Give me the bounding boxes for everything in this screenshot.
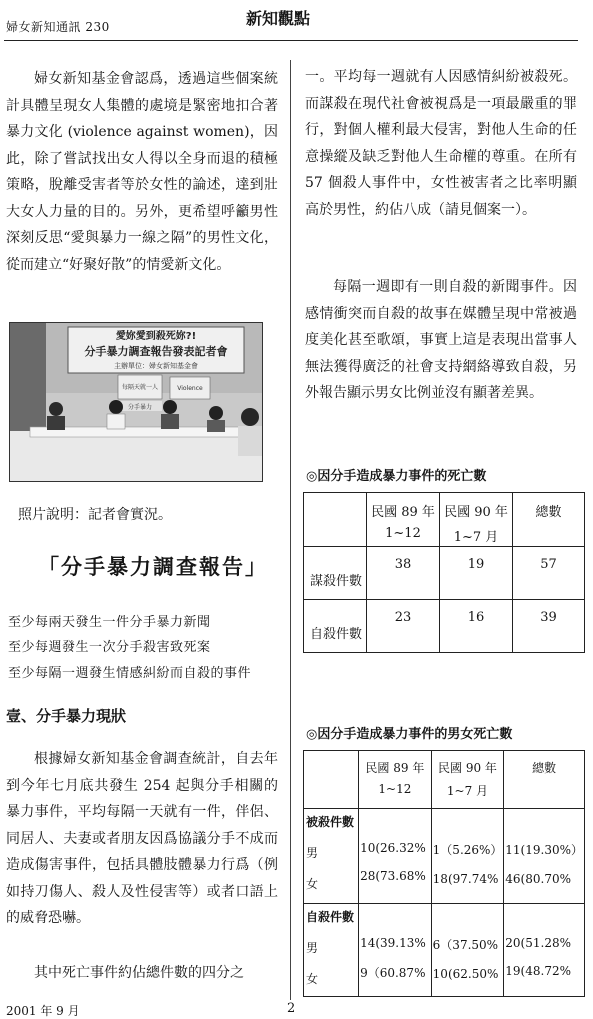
table1-title: ◎因分手造成暴力事件的死亡數 [306, 469, 487, 484]
photo-sign-2: Violence [177, 385, 203, 392]
value: 19(48.72% [505, 964, 571, 978]
table1-col1-year: 民國 89 年 [371, 505, 435, 520]
fact-line: 至少每兩天發生一件分手暴力新聞 [8, 615, 211, 630]
value: 9（60.87% [360, 966, 426, 980]
row-label: 男 [306, 846, 319, 860]
section-title: 新知觀點 [246, 9, 311, 28]
press-conference-image [10, 323, 262, 481]
gender-death-table [303, 750, 585, 997]
table1-header-cell [367, 493, 440, 547]
photo-sign-3: 分手暴力 [127, 404, 153, 411]
table-cell: 16 [440, 600, 513, 653]
report-title: 「分手暴力調查報告」 [38, 554, 268, 579]
row-label: 女 [306, 877, 319, 891]
death-count-table [303, 492, 585, 653]
value: 6（37.50% [432, 938, 499, 952]
table2-header-cell: 總數 [504, 751, 585, 809]
table-cell: 38 [367, 547, 440, 600]
table1-col2-range: 1~7 月 [453, 530, 499, 545]
table2-title: ◎因分手造成暴力事件的男女死亡數 [306, 727, 513, 742]
banner-line-2: 分手暴力調查報告發表記者會 [84, 345, 228, 358]
table-cell: 39 [513, 600, 585, 653]
value: 46(80.70% [505, 872, 571, 886]
value: 18(97.74% [432, 872, 499, 886]
column-divider [290, 60, 291, 1000]
table-row [304, 600, 585, 653]
table-cell [359, 809, 432, 904]
fact-line: 至少每週發生一次分手殺害致死案 [8, 640, 211, 655]
suicide-paragraph: 每隔一週即有一則自殺的新聞事件。因感情衝突而自殺的故事在媒體呈現中常被過度美化甚至歌頌，事實上這是表現出當事人無法獲得廣泛的社會支持網絡導致自殺，另外報告顯示男女比例並沒有顯著差異。 [305, 279, 577, 401]
press-conference-photo [9, 322, 263, 482]
table-cell: 23 [367, 600, 440, 653]
page-number: 2 [287, 1001, 296, 1016]
table1-col2-year: 民國 90 年 [444, 505, 508, 520]
value: 14(39.13% [360, 936, 426, 950]
photo-sign-1: 每隔天就一人 [121, 384, 159, 391]
row-label: 男 [306, 941, 319, 955]
death-share-paragraph: 其中死亡事件約佔總件數的四分之 [34, 965, 244, 981]
table-cell [431, 809, 504, 904]
table1-corner-cell [304, 493, 367, 547]
value: 20(51.28% [505, 936, 571, 950]
table2-corner-cell [304, 751, 359, 809]
row-label: 自殺件數 [304, 600, 367, 653]
table2-col2-range: 1~7 月 [446, 784, 489, 798]
header-divider [4, 40, 578, 41]
table-group [304, 904, 585, 997]
table2-header-cell [431, 751, 504, 809]
table-cell [359, 904, 432, 997]
value: 10(62.50% [432, 967, 499, 981]
value: 28(73.68% [360, 869, 426, 883]
table2-header-cell [359, 751, 432, 809]
table-cell [504, 809, 585, 904]
group-label-cell [304, 904, 359, 997]
statistics-paragraph: 根據婦女新知基金會調查統計，自去年到今年七月底共發生 254 起與分手相關的暴力事件，平均每隔一天就有一件，伴侶、同居人、夫妻或者朋友因爲協議分手不成而造成傷害事件，包括具體肢體暴力行爲（例如持刀傷人、殺人及性侵害等）或者口語上的威脅恐嚇。 [6, 751, 278, 926]
group-label: 被殺件數 [306, 815, 355, 829]
table2-col2-year: 民國 90 年 [438, 761, 497, 775]
group-label: 自殺件數 [306, 910, 355, 924]
table1-header-cell: 總數 [513, 493, 585, 547]
table2-col1-year: 民國 89 年 [365, 761, 425, 775]
section-heading: 壹、分手暴力現狀 [6, 707, 127, 725]
photo-caption: 照片說明：記者會實況。 [18, 507, 172, 523]
table-cell [431, 904, 504, 997]
fact-line: 至少每隔一週發生情感糾紛而自殺的事件 [8, 666, 252, 681]
table-cell: 19 [440, 547, 513, 600]
group-label-cell [304, 809, 359, 904]
row-label: 謀殺件數 [304, 547, 367, 600]
table1-header-cell [440, 493, 513, 547]
value: 1（5.26%） [432, 843, 503, 857]
murder-paragraph: 一。平均每一週就有人因感情糾紛被殺死。而謀殺在現代社會被視爲是一項最嚴重的罪行，對個人權利最大侵害，對他人生命的任意操縱及缺乏對他人生命權的尊重。在所有 57 個殺人事件中，女性被害者之比率明顯高於男性，約佔八成（請見個案一）。 [305, 69, 577, 218]
table-cell: 57 [513, 547, 585, 600]
table1-col1-range: 1~12 [385, 526, 421, 541]
table2-col1-range: 1~12 [378, 782, 412, 796]
banner-line-1: 愛妳愛到殺死妳?! [115, 331, 197, 342]
value: 10(26.32% [360, 841, 426, 855]
value: 11(19.30%） [505, 843, 583, 857]
publication-date: 2001 年 9 月 [6, 1004, 80, 1018]
row-label: 女 [306, 972, 319, 986]
newsletter-issue: 婦女新知通訊 230 [6, 20, 110, 34]
table-row [304, 547, 585, 600]
intro-paragraph: 婦女新知基金會認爲，透過這些個案統計具體呈現女人集體的處境是緊密地扣合著暴力文化 (violence against women)，因此，除了嘗試找出女人得以全身而退的積極策略，脫離受害者等於女性的論述，達到壯大女人力量的目的。另外，更希望呼籲男性深刻反思“愛與暴力一線之隔”的男性文化，從而建立“好聚好散”的情愛新文化。 [6, 71, 278, 273]
table-group [304, 809, 585, 904]
table-cell [504, 904, 585, 997]
banner-line-3: 主辦單位：婦女新知基金會 [114, 362, 198, 370]
